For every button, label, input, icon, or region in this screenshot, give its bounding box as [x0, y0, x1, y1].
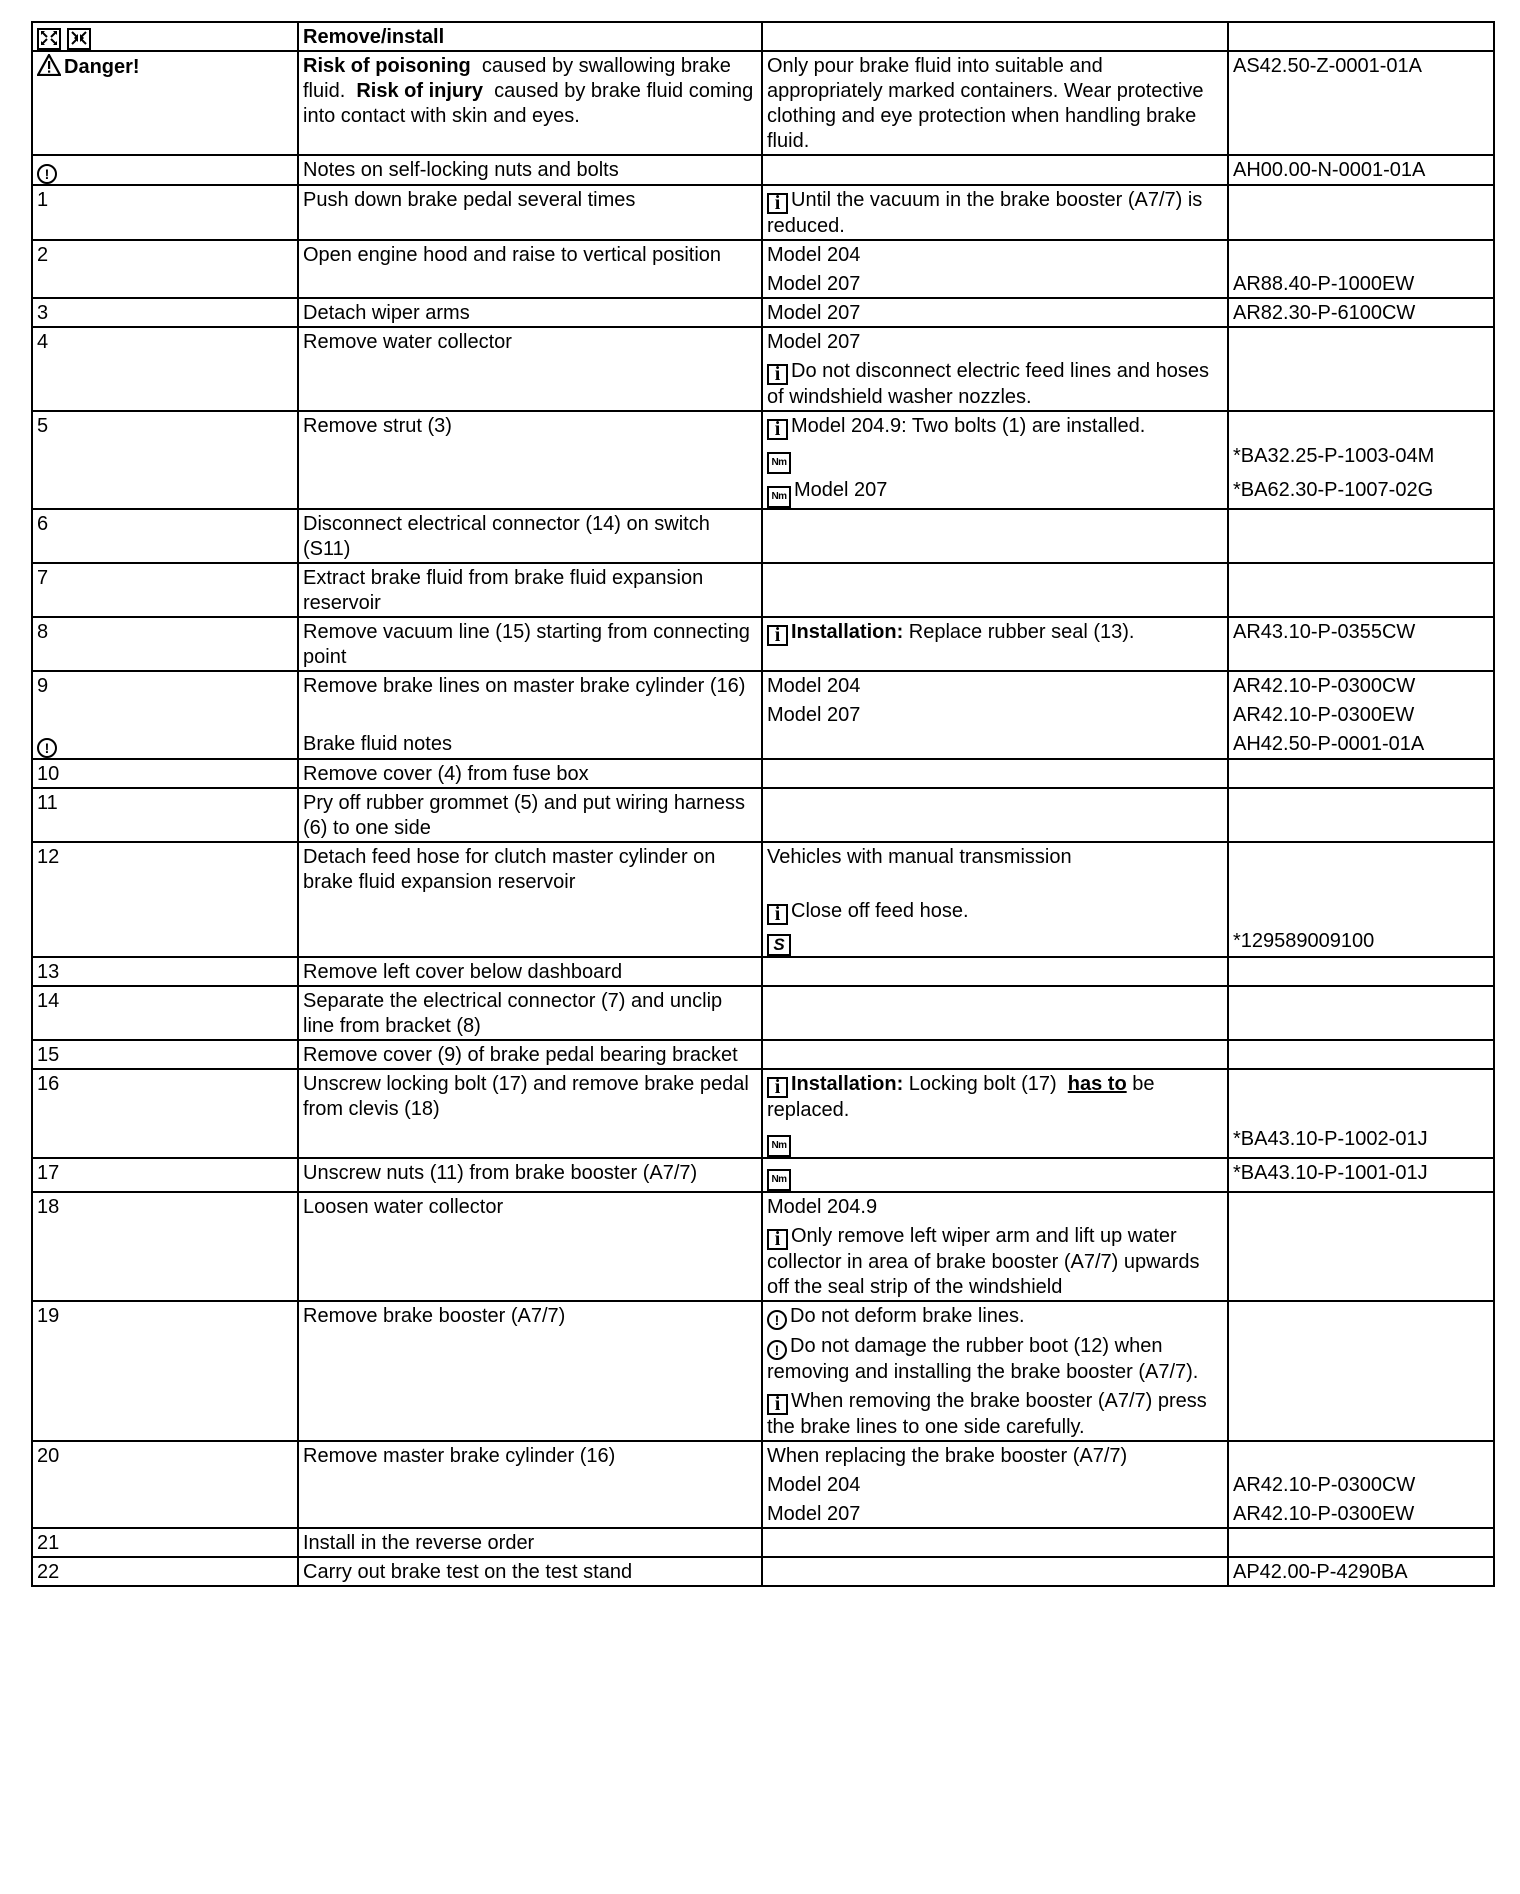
text-segment: Remove strut (3) — [303, 415, 452, 437]
note-cell — [763, 1330, 1229, 1385]
reference-cell — [1229, 987, 1495, 1039]
step-cell — [33, 1070, 299, 1123]
reference-cell — [1229, 1220, 1495, 1300]
action-cell — [299, 618, 763, 670]
caution-note-icon: ! — [37, 164, 57, 184]
caution-note-icon: ! — [37, 738, 57, 758]
step-cell — [33, 1558, 299, 1585]
expand-icon[interactable] — [37, 28, 61, 50]
note-cell — [763, 186, 1229, 239]
note-cell — [763, 23, 1229, 50]
document-reference-link[interactable]: AS42.50-Z-0001-01A — [1233, 55, 1423, 77]
step-cell — [33, 699, 299, 728]
text-segment: Only pour brake fluid into suitable and appropriately marked containers. Wear protective clothing and eye protection when handling brake fluid. — [767, 55, 1210, 152]
text-segment: Model 207 — [794, 479, 888, 501]
action-cell — [299, 1070, 763, 1123]
text-segment: Remove cover (9) of brake pedal bearing bracket — [303, 1044, 738, 1066]
step-number: 18 — [37, 1196, 60, 1218]
text-segment: Model 207 — [767, 331, 861, 353]
table-row — [33, 843, 1493, 958]
text-segment: Model 204 — [767, 244, 861, 266]
step-cell — [33, 925, 299, 956]
caution-note-icon: ! — [767, 1340, 787, 1360]
step-cell — [33, 1442, 299, 1469]
table-row — [33, 241, 1493, 299]
note-cell — [763, 1442, 1229, 1469]
text-segment: Close off feed hose. — [791, 900, 969, 922]
table-row — [33, 1041, 1493, 1070]
step-number: 13 — [37, 961, 60, 983]
note-cell — [763, 728, 1229, 758]
document-reference-link[interactable]: AH00.00-N-0001-01A — [1233, 159, 1426, 181]
text-segment: Remove brake booster (A7/7) — [303, 1305, 566, 1327]
reference-cell — [1229, 52, 1495, 154]
text-segment: be replaced. — [767, 1073, 1161, 1121]
step-cell — [33, 23, 299, 50]
text-segment: has to — [1067, 1073, 1127, 1095]
note-cell — [763, 618, 1229, 670]
step-cell — [33, 440, 299, 474]
text-segment: Open engine hood and raise to vertical position — [303, 244, 722, 266]
action-cell — [299, 355, 763, 410]
text-segment: Push down brake pedal several times — [303, 189, 636, 211]
text-segment: Do not damage the rubber boot (12) when removing and installing the brake booster (A7/7). — [767, 1335, 1199, 1383]
step-number: 9 — [37, 675, 49, 697]
step-cell — [33, 618, 299, 670]
step-number: 4 — [37, 331, 49, 353]
note-cell — [763, 1159, 1229, 1191]
step-cell — [33, 328, 299, 355]
info-icon: i — [767, 419, 788, 440]
action-cell — [299, 1558, 763, 1585]
reference-cell — [1229, 760, 1495, 787]
step-cell — [33, 156, 299, 184]
document-reference-link[interactable]: AR42.10-P-0300CW — [1233, 1474, 1416, 1496]
action-cell — [299, 156, 763, 184]
note-cell — [763, 440, 1229, 474]
step-cell — [33, 510, 299, 562]
text-segment: Model 207 — [767, 1503, 861, 1525]
text-segment: Until the vacuum in the brake booster (A7/7) is reduced. — [767, 189, 1208, 237]
action-cell — [299, 510, 763, 562]
action-cell — [299, 412, 763, 440]
note-cell — [763, 1302, 1229, 1330]
torque-nm-icon: Nm — [767, 1135, 791, 1157]
step-cell — [33, 987, 299, 1039]
step-cell — [33, 1385, 299, 1440]
reference-cell — [1229, 789, 1495, 841]
note-cell — [763, 52, 1229, 154]
table-row — [33, 564, 1493, 618]
action-cell — [299, 760, 763, 787]
step-number: 11 — [37, 792, 58, 814]
action-cell — [299, 672, 763, 699]
text-segment: caused by brake fluid coming into contact with skin and eyes. — [303, 80, 759, 127]
reference-cell — [1229, 843, 1495, 895]
info-icon: i — [767, 625, 788, 646]
table-row — [33, 328, 1493, 412]
step-cell — [33, 564, 299, 616]
table-row — [33, 1558, 1493, 1585]
step-number: 2 — [37, 244, 49, 266]
text-segment: Installation: — [791, 621, 904, 643]
note-cell — [763, 510, 1229, 562]
action-cell — [299, 1302, 763, 1330]
note-cell — [763, 1123, 1229, 1157]
step-number: 5 — [37, 415, 49, 437]
table-row — [33, 672, 1493, 760]
step-cell — [33, 299, 299, 326]
text-segment: Only remove left wiper arm and lift up water collector in area of brake booster (A7/7) upwards off the seal strip of the windshield — [767, 1225, 1206, 1298]
step-number: 16 — [37, 1073, 60, 1095]
document-reference-link[interactable]: AR42.10-P-0300CW — [1233, 675, 1416, 697]
text-segment: Model 204.9 — [767, 1196, 878, 1218]
action-cell — [299, 1498, 763, 1527]
step-number: 15 — [37, 1044, 60, 1066]
note-cell — [763, 474, 1229, 508]
text-segment: Remove water collector — [303, 331, 512, 353]
table-row — [33, 1302, 1493, 1442]
text-segment: Install in the reverse order — [303, 1532, 535, 1554]
text-segment: Model 207 — [767, 704, 861, 726]
note-cell — [763, 789, 1229, 841]
action-cell — [299, 1159, 763, 1191]
special-tool-icon: S — [767, 934, 791, 956]
step-cell — [33, 958, 299, 985]
step-cell — [33, 412, 299, 440]
reference-cell — [1229, 355, 1495, 410]
reference-cell — [1229, 510, 1495, 562]
torque-nm-icon: Nm — [767, 486, 791, 508]
table-row — [33, 1070, 1493, 1159]
step-number: 21 — [37, 1532, 60, 1554]
reference-cell — [1229, 895, 1495, 925]
text-segment: Unscrew locking bolt (17) and remove brake pedal from clevis (18) — [303, 1073, 755, 1120]
document-reference-link[interactable]: *129589009100 — [1233, 930, 1375, 952]
note-cell — [763, 328, 1229, 355]
table-row — [33, 958, 1493, 987]
text-segment: When removing the brake booster (A7/7) press the brake lines to one side carefully. — [767, 1390, 1213, 1438]
info-icon: i — [767, 193, 788, 214]
step-cell — [33, 1498, 299, 1527]
action-cell — [299, 1469, 763, 1498]
step-cell — [33, 760, 299, 787]
step-cell — [33, 355, 299, 410]
document-reference-link[interactable]: AH42.50-P-0001-01A — [1233, 733, 1425, 755]
text-segment: Extract brake fluid from brake fluid expansion reservoir — [303, 567, 709, 614]
text-segment: Remove cover (4) from fuse box — [303, 763, 589, 785]
reference-cell — [1229, 1302, 1495, 1330]
action-cell — [299, 299, 763, 326]
table-row — [33, 156, 1493, 186]
reference-cell — [1229, 1159, 1495, 1191]
action-cell — [299, 328, 763, 355]
text-segment: Risk of injury — [356, 80, 484, 102]
warning-icon — [37, 54, 61, 83]
step-cell — [33, 1159, 299, 1191]
document-reference-link[interactable]: AR42.10-P-0300EW — [1233, 704, 1415, 726]
reference-cell — [1229, 440, 1495, 474]
table-row — [33, 1442, 1493, 1529]
torque-nm-icon: Nm — [767, 452, 791, 474]
action-cell — [299, 241, 763, 268]
document-reference-link[interactable]: AR88.40-P-1000EW — [1233, 273, 1415, 295]
text-segment: Notes on self-locking nuts and bolts — [303, 159, 619, 181]
note-cell — [763, 1220, 1229, 1300]
note-cell — [763, 843, 1229, 895]
reference-cell — [1229, 268, 1495, 297]
text-segment: Model 207 — [767, 273, 861, 295]
text-segment: Risk of poisoning — [303, 55, 471, 77]
document-reference-link[interactable]: *BA32.25-P-1003-04M — [1233, 445, 1435, 467]
note-cell — [763, 925, 1229, 956]
text-segment: Model 204 — [767, 1474, 861, 1496]
step-number: Danger! — [64, 56, 140, 78]
text-segment: Loosen water collector — [303, 1196, 504, 1218]
step-number: 14 — [37, 990, 60, 1012]
text-segment: Separate the electrical connector (7) and unclip line from bracket (8) — [303, 990, 728, 1037]
action-cell — [299, 895, 763, 925]
action-cell — [299, 728, 763, 758]
action-cell — [299, 1529, 763, 1556]
step-number: 17 — [37, 1162, 60, 1184]
text-segment: Model 204.9: Two bolts (1) are installed. — [791, 415, 1146, 437]
step-cell — [33, 1330, 299, 1385]
step-cell — [33, 1193, 299, 1220]
info-icon: i — [767, 904, 788, 925]
reference-cell — [1229, 672, 1495, 699]
step-number: 6 — [37, 513, 49, 535]
note-cell — [763, 1498, 1229, 1527]
action-cell — [299, 987, 763, 1039]
text-segment: Model 207 — [767, 302, 861, 324]
note-cell — [763, 156, 1229, 184]
text-segment: Do not deform brake lines. — [790, 1305, 1025, 1327]
note-cell — [763, 1558, 1229, 1585]
note-cell — [763, 564, 1229, 616]
info-icon: i — [767, 1229, 788, 1250]
action-cell — [299, 268, 763, 297]
document-reference-link[interactable]: AR43.10-P-0355CW — [1233, 621, 1416, 643]
step-cell — [33, 728, 299, 758]
step-cell — [33, 1302, 299, 1330]
reference-cell — [1229, 1123, 1495, 1157]
step-cell — [33, 52, 299, 154]
text-segment: When replacing the brake booster (A7/7) — [767, 1445, 1128, 1467]
note-cell — [763, 355, 1229, 410]
reference-cell — [1229, 328, 1495, 355]
note-cell — [763, 241, 1229, 268]
text-segment: Do not disconnect electric feed lines and hoses of windshield washer nozzles. — [767, 360, 1215, 408]
action-cell — [299, 440, 763, 474]
reference-cell — [1229, 474, 1495, 508]
action-cell — [299, 1442, 763, 1469]
action-cell — [299, 1330, 763, 1385]
reference-cell — [1229, 958, 1495, 985]
note-cell — [763, 699, 1229, 728]
reference-cell — [1229, 1469, 1495, 1498]
reference-cell — [1229, 186, 1495, 239]
text-segment: Detach wiper arms — [303, 302, 470, 324]
text-segment: Detach feed hose for clutch master cylinder on brake fluid expansion reservoir — [303, 846, 721, 893]
document-reference-link[interactable]: *BA43.10-P-1001-01J — [1233, 1162, 1428, 1184]
reference-cell — [1229, 299, 1495, 326]
action-cell — [299, 789, 763, 841]
table-row — [33, 186, 1493, 241]
info-icon: i — [767, 364, 788, 385]
reference-cell — [1229, 1385, 1495, 1440]
reference-cell — [1229, 241, 1495, 268]
table-row — [33, 412, 1493, 510]
table-row — [33, 23, 1493, 52]
step-number: 1 — [37, 189, 49, 211]
step-number: 12 — [37, 846, 60, 868]
step-number: 3 — [37, 302, 49, 324]
document-reference-link[interactable]: *BA43.10-P-1002-01J — [1233, 1128, 1428, 1150]
note-cell — [763, 760, 1229, 787]
note-cell — [763, 299, 1229, 326]
reference-cell — [1229, 1041, 1495, 1068]
text-segment: Carry out brake test on the test stand — [303, 1561, 633, 1583]
step-cell — [33, 241, 299, 268]
reference-cell — [1229, 1070, 1495, 1123]
reference-cell — [1229, 925, 1495, 956]
torque-nm-icon: Nm — [767, 1169, 791, 1191]
note-cell — [763, 672, 1229, 699]
reference-cell — [1229, 1498, 1495, 1527]
action-cell — [299, 186, 763, 239]
document-reference-link[interactable]: AR42.10-P-0300EW — [1233, 1503, 1415, 1525]
text-segment: Installation: — [791, 1073, 904, 1095]
note-cell — [763, 1469, 1229, 1498]
reference-cell — [1229, 156, 1495, 184]
caution-note-icon: ! — [767, 1310, 787, 1330]
note-cell — [763, 268, 1229, 297]
reference-cell — [1229, 412, 1495, 440]
step-number: 19 — [37, 1305, 60, 1327]
note-cell — [763, 895, 1229, 925]
action-cell — [299, 1385, 763, 1440]
info-icon: i — [767, 1077, 788, 1098]
table-row — [33, 1159, 1493, 1193]
text-segment: Vehicles with manual transmission — [767, 846, 1072, 868]
table-row — [33, 760, 1493, 789]
collapse-icon[interactable] — [67, 28, 91, 50]
table-row — [33, 52, 1493, 156]
step-cell — [33, 1469, 299, 1498]
step-cell — [33, 672, 299, 699]
text-segment: Replace rubber seal (13). — [903, 621, 1135, 643]
reference-cell — [1229, 618, 1495, 670]
action-cell — [299, 1123, 763, 1157]
action-cell — [299, 843, 763, 895]
procedure-table — [31, 21, 1495, 1587]
note-cell — [763, 1070, 1229, 1123]
document-reference-link[interactable]: AP42.00-P-4290BA — [1233, 1561, 1408, 1583]
text-segment: Unscrew nuts (11) from brake booster (A7/7) — [303, 1162, 698, 1184]
text-segment: Disconnect electrical connector (14) on switch (S11) — [303, 513, 716, 560]
action-cell — [299, 958, 763, 985]
action-cell — [299, 1220, 763, 1300]
note-cell — [763, 1529, 1229, 1556]
table-row — [33, 618, 1493, 672]
step-cell — [33, 1220, 299, 1300]
step-cell — [33, 843, 299, 895]
step-number: 8 — [37, 621, 49, 643]
action-cell — [299, 564, 763, 616]
note-cell — [763, 1193, 1229, 1220]
text-segment: Locking bolt (17) — [903, 1073, 1068, 1095]
table-row — [33, 789, 1493, 843]
step-cell — [33, 186, 299, 239]
step-cell — [33, 268, 299, 297]
action-cell — [299, 1041, 763, 1068]
text-segment: Remove left cover below dashboard — [303, 961, 623, 983]
reference-cell — [1229, 1442, 1495, 1469]
reference-cell — [1229, 728, 1495, 758]
step-cell — [33, 789, 299, 841]
step-number: 22 — [37, 1561, 60, 1583]
action-cell — [299, 23, 763, 50]
note-cell — [763, 1041, 1229, 1068]
note-cell — [763, 412, 1229, 440]
action-cell — [299, 52, 763, 154]
text-segment: Remove/install — [303, 26, 445, 48]
note-cell — [763, 1385, 1229, 1440]
text-segment: Model 204 — [767, 675, 861, 697]
action-cell — [299, 474, 763, 508]
step-cell — [33, 895, 299, 925]
text-segment: Pry off rubber grommet (5) and put wiring harness (6) to one side — [303, 792, 751, 839]
document-reference-link[interactable]: AR82.30-P-6100CW — [1233, 302, 1416, 324]
text-segment: Brake fluid notes — [303, 733, 452, 755]
step-cell — [33, 1123, 299, 1157]
step-number: 10 — [37, 763, 60, 785]
action-cell — [299, 925, 763, 956]
text-segment: Remove brake lines on master brake cylinder (16) — [303, 675, 746, 697]
reference-cell — [1229, 23, 1495, 50]
text-segment: Remove master brake cylinder (16) — [303, 1445, 616, 1467]
info-icon: i — [767, 1394, 788, 1415]
table-row — [33, 510, 1493, 564]
document-reference-link[interactable]: *BA62.30-P-1007-02G — [1233, 479, 1434, 501]
reference-cell — [1229, 1529, 1495, 1556]
table-row — [33, 299, 1493, 328]
step-cell — [33, 1529, 299, 1556]
text-segment: caused by swallowing brake fluid. — [303, 55, 737, 102]
table-row — [33, 1529, 1493, 1558]
reference-cell — [1229, 1193, 1495, 1220]
table-row — [33, 1193, 1493, 1302]
reference-cell — [1229, 1330, 1495, 1385]
step-cell — [33, 474, 299, 508]
table-row — [33, 987, 1493, 1041]
reference-cell — [1229, 564, 1495, 616]
step-cell — [33, 1041, 299, 1068]
note-cell — [763, 987, 1229, 1039]
action-cell — [299, 1193, 763, 1220]
reference-cell — [1229, 1558, 1495, 1585]
action-cell — [299, 699, 763, 728]
text-segment: Remove vacuum line (15) starting from connecting point — [303, 621, 756, 668]
reference-cell — [1229, 699, 1495, 728]
step-number: 20 — [37, 1445, 60, 1467]
note-cell — [763, 958, 1229, 985]
step-number: 7 — [37, 567, 49, 589]
